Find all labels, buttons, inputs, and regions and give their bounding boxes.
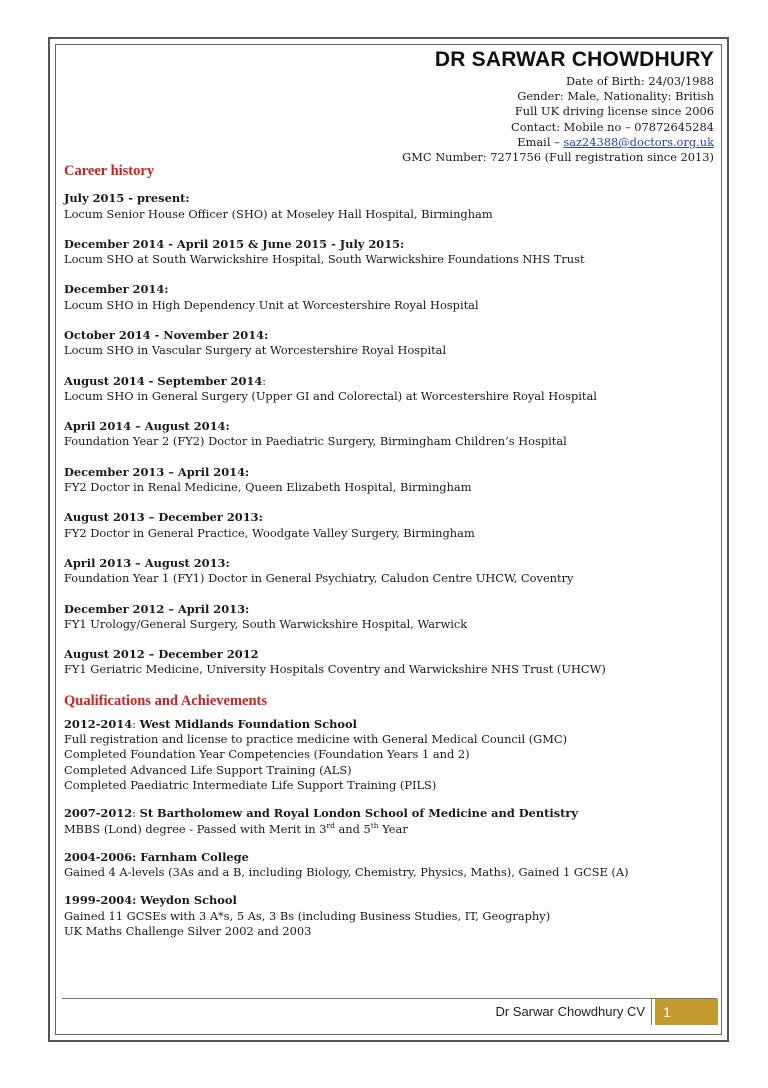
career-entry xyxy=(64,374,714,405)
career-entry-title-line xyxy=(64,374,714,389)
degree-text: and 5 xyxy=(334,821,371,836)
qualification-line: Full registration and license to practice medicine with General Medical Council (GMC) xyxy=(64,732,568,747)
email-label: Email – xyxy=(517,134,564,149)
cv-page xyxy=(64,46,714,952)
gmc-number-line: GMC Number: 7271756 (Full registration since 2013) xyxy=(402,150,714,165)
qualification-line: Completed Advanced Life Support Training (ALS) xyxy=(64,762,352,777)
career-entry-desc: FY2 Doctor in General Practice, Woodgate Valley Surgery, Birmingham xyxy=(64,525,475,540)
qualification-title xyxy=(64,717,714,732)
ordinal-suffix: rd xyxy=(326,820,335,830)
career-entry-desc: Locum Senior House Officer (SHO) at Moseley Hall Hospital, Birmingham xyxy=(64,206,493,221)
career-entry-title: December 2013 – April 2014: xyxy=(64,464,250,479)
qualification-line: UK Maths Challenge Silver 2002 and 2003 xyxy=(64,924,312,939)
qualification-barts xyxy=(64,806,714,837)
ordinal-suffix: th xyxy=(370,820,379,830)
qualification-school: St Bartholomew and Royal London School of Medicine and Dentistry xyxy=(139,806,579,821)
career-entry xyxy=(64,237,714,268)
career-entry-title: April 2014 – August 2014: xyxy=(64,419,230,434)
contact-line: Contact: Mobile no – 07872645284 xyxy=(510,119,714,134)
qualification-title: 2004-2006: Farnham College xyxy=(64,849,249,864)
career-entry xyxy=(64,282,714,313)
qualification-title: 1999-2004: Weydon School xyxy=(64,893,237,908)
qualification-west-midlands xyxy=(64,717,714,793)
degree-text: Year xyxy=(378,821,408,836)
career-entry xyxy=(64,419,714,450)
qualifications-heading: Qualifications and Achievements xyxy=(64,692,268,709)
career-entry xyxy=(64,647,714,678)
career-entry-title: August 2012 – December 2012 xyxy=(64,647,259,662)
career-entry xyxy=(64,465,714,496)
qualification-line: Completed Paediatric Intermediate Life Support Training (PILS) xyxy=(64,777,437,792)
career-entry-title: December 2014 - April 2015 & June 2015 - July 2015: xyxy=(64,236,405,251)
career-entry-desc: Locum SHO in Vascular Surgery at Worcestershire Royal Hospital xyxy=(64,343,447,358)
qualification-line: Gained 11 GCSEs with 3 A*s, 5 As, 3 Bs (including Business Studies, IT, Geography) xyxy=(64,908,551,923)
career-list xyxy=(64,191,714,678)
career-entry-title: December 2012 – April 2013: xyxy=(64,601,250,616)
qualification-sep: : xyxy=(132,806,140,821)
career-entry-title-colon: : xyxy=(262,373,267,388)
career-entry-title: October 2014 - November 2014: xyxy=(64,328,269,342)
career-history-heading: Career history xyxy=(64,163,155,180)
career-entry-desc: Locum SHO in General Surgery (Upper GI and Colorectal) at Worcestershire Royal Hospital xyxy=(64,388,597,403)
driving-license-line: Full UK driving license since 2006 xyxy=(514,104,714,119)
career-entry-desc: FY1 Geriatric Medicine, University Hospitals Coventry and Warwickshire NHS Trust (UHCW) xyxy=(64,662,606,677)
email-link[interactable]: saz24388@doctors.org.uk xyxy=(563,134,714,149)
career-entry-title: August 2014 - September 2014 xyxy=(64,373,263,388)
career-entry-desc: Locum SHO in High Dependency Unit at Worcestershire Royal Hospital xyxy=(64,297,479,312)
career-entry-desc: FY1 Urology/General Surgery, South Warwickshire Hospital, Warwick xyxy=(64,616,468,631)
career-entry-desc: Foundation Year 2 (FY2) Doctor in Paediatric Surgery, Birmingham Children’s Hospital xyxy=(64,434,567,449)
qualification-farnham xyxy=(64,850,714,881)
footer-title: Dr Sarwar Chowdhury CV xyxy=(440,999,652,1025)
qualification-school: West Midlands Foundation School xyxy=(139,716,357,731)
career-entry-title: December 2014: xyxy=(64,282,169,297)
qualification-sep: : xyxy=(132,716,140,731)
career-entry-title: August 2013 – December 2013: xyxy=(64,510,263,525)
qualification-years: 2007-2012 xyxy=(64,806,133,821)
qualification-weydon xyxy=(64,893,714,939)
career-entry xyxy=(64,328,714,359)
career-entry-desc: Foundation Year 1 (FY1) Doctor in General Psychiatry, Caludon Centre UHCW, Coventry xyxy=(64,571,574,586)
qualification-line: Completed Foundation Year Competencies (Foundation Years 1 and 2) xyxy=(64,747,470,762)
cv-header xyxy=(64,46,714,165)
email-line xyxy=(64,135,714,150)
degree-text: MBBS (Lond) degree - Passed with Merit in 3 xyxy=(64,821,327,836)
career-entry xyxy=(64,602,714,633)
dob-line: Date of Birth: 24/03/1988 xyxy=(565,74,714,88)
career-entry xyxy=(64,556,714,587)
career-entry-title: July 2015 - present: xyxy=(64,191,190,206)
career-entry-title: April 2013 – August 2013: xyxy=(64,555,230,570)
career-entry-desc: FY2 Doctor in Renal Medicine, Queen Elizabeth Hospital, Birmingham xyxy=(64,480,472,495)
career-entry-desc: Locum SHO at South Warwickshire Hospital, South Warwickshire Foundations NHS Trust xyxy=(64,252,585,267)
career-entry xyxy=(64,510,714,541)
qualification-line: Gained 4 A-levels (3As and a B, including Biology, Chemistry, Physics, Maths), Gained 1 GCSE (A) xyxy=(64,865,629,880)
page-number: 1 xyxy=(655,999,718,1025)
gender-nationality-line: Gender: Male, Nationality: British xyxy=(517,89,714,104)
cv-name: DR SARWAR CHOWDHURY xyxy=(434,48,714,71)
career-entry xyxy=(64,191,714,222)
qualification-years: 2012-2014 xyxy=(64,716,133,731)
qualification-line xyxy=(64,822,714,837)
qualification-title xyxy=(64,806,714,821)
